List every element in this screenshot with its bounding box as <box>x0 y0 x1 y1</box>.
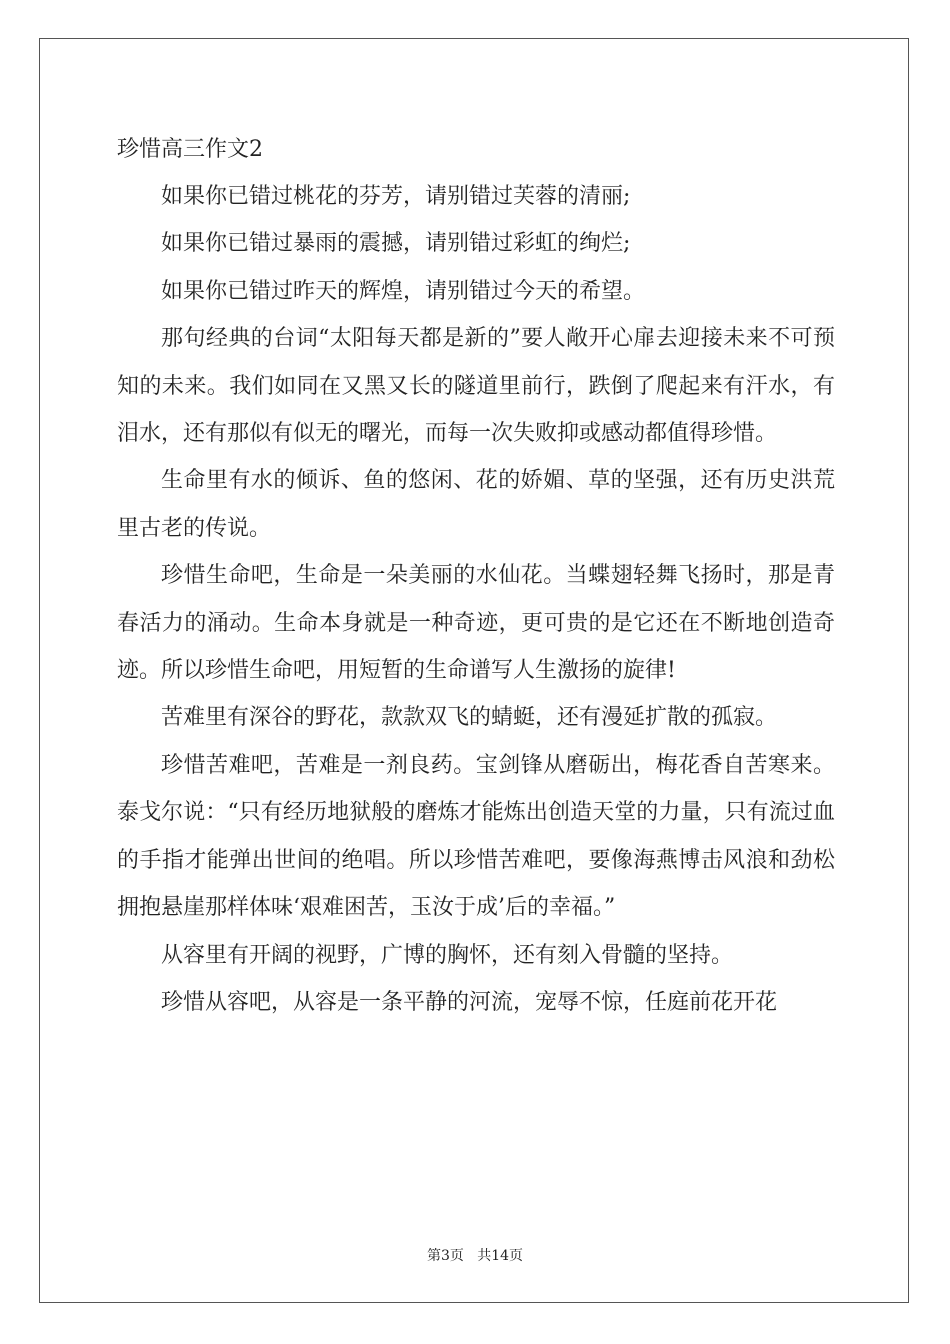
paragraph-1: 如果你已错过桃花的芬芳，请别错过芙蓉的清丽; <box>161 184 631 209</box>
paragraph-6: 珍惜生命吧，生命是一朵美丽的水仙花。当蝶翅轻舞飞扬时，那是青春活力的涌动。生命本身就是一种奇迹，更可贵的是它还在不断地创造奇迹。所以珍惜生命吧，用短暂的生命谱写人生激扬的旋律! <box>117 563 835 684</box>
paragraph-8: 珍惜苦难吧，苦难是一剂良药。宝剑锋从磨砺出，梅花香自苦寒来。泰戈尔说：“只有经历地狱般的磨炼才能炼出创造天堂的力量，只有流过血的手指才能弹出世间的绝唱。所以珍惜苦难吧，要像海燕博击风浪和劲松拥抱悬崖那样体味‘艰难困苦，玉汝于成’后的幸福。” <box>117 752 835 921</box>
paragraph-10: 珍惜从容吧，从容是一条平静的河流，宠辱不惊，任庭前花开花 <box>161 989 778 1015</box>
paragraph-2: 如果你已错过暴雨的震撼，请别错过彩虹的绚烂; <box>161 231 631 257</box>
paragraph-7: 苦难里有深谷的野花，款款双飞的蜻蜓，还有漫延扩散的孤寂。 <box>161 705 778 731</box>
paragraph-5: 生命里有水的倾诉、鱼的悠闲、花的娇媚、草的坚强，还有历史洪荒里古老的传说。 <box>117 468 835 541</box>
page-number-footer: 第3页 共14页 <box>426 1248 524 1264</box>
document-body <box>117 126 835 1026</box>
essay-title: 珍惜高三作文2 <box>117 137 263 162</box>
paragraph-3: 如果你已错过昨天的辉煌，请别错过今天的希望。 <box>161 278 646 304</box>
paragraph-9: 从容里有开阔的视野，广博的胸怀，还有刻入骨髓的坚持。 <box>161 942 734 968</box>
paragraph-4: 那句经典的台词“太阳每天都是新的”要人敞开心扉去迎接未来不可预知的未来。我们如同在又黑又长的隧道里前行，跌倒了爬起来有汗水，有泪水，还有那似有似无的曙光，而每一次失败抑或感动都值得珍惜。 <box>117 326 835 447</box>
